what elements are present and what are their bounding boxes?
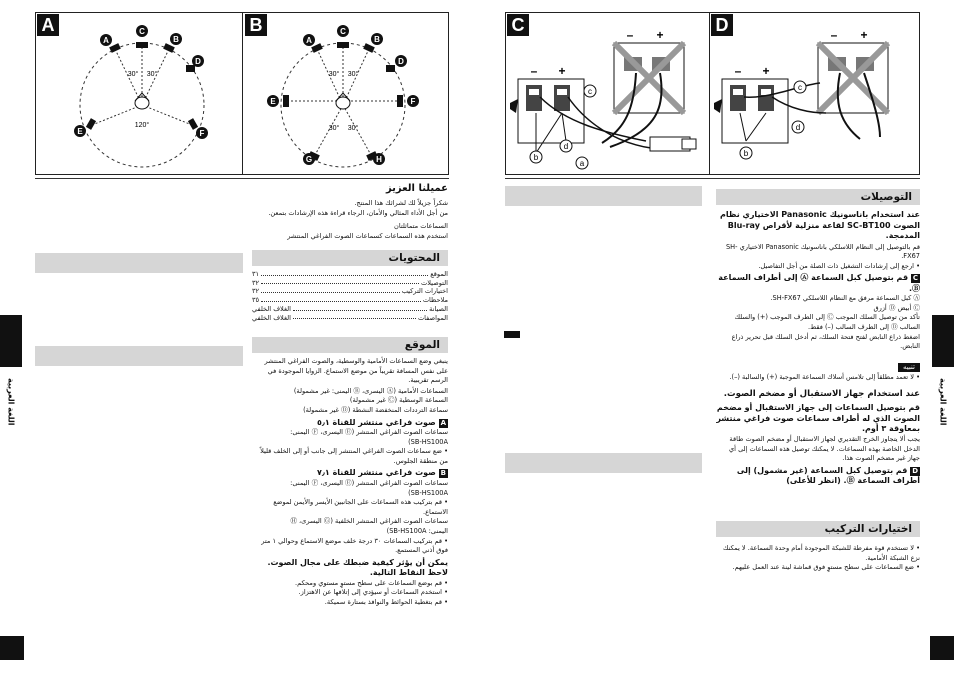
connections-paragraph-1: قم بالتوصيل إلى النظام اللاسلكي باناسونيك Panasonic الاختياري SH-FX67. bbox=[725, 242, 920, 261]
diagram-label: 30° bbox=[127, 71, 139, 78]
diagram-label: H bbox=[376, 155, 382, 164]
main-terminal bbox=[518, 79, 584, 143]
install-section bbox=[716, 544, 920, 573]
install-title-bar: اختيارات التركيب bbox=[716, 521, 920, 537]
placement-legend-2: السماعة الوسطية (Ⓒ غير مشمولة) bbox=[349, 396, 448, 405]
right-spacer-bar-1 bbox=[505, 186, 702, 206]
placement-b-line-1: سماعات الصوت الفراغي المنتشر (Ⓔ اليسرى، Ⓕ اليمنى: bbox=[290, 478, 448, 487]
intro-line-2: من أجل الأداء المثالي والأمان، الرجاء قراءة هذه الإرشادات بتمعن. bbox=[268, 208, 448, 217]
placement-a-heading: A صوت فراغي منتشر للقناة ٥٫١ bbox=[316, 417, 446, 427]
connections-heading-1: عند استخدام باناسونيك Panasonic الاختياري نظام الصوت SC-BT100 لقاعة منزلية لأقراص Blu-ray المدمجة. bbox=[720, 210, 920, 240]
right-side-tab bbox=[932, 315, 954, 367]
caution-text: • لا تعمد مطلقاً إلى تلامس أسلاك السماعة الموجبة (+) والسالبة (–). bbox=[729, 372, 920, 381]
diagram-label: 30° bbox=[347, 125, 359, 132]
diagram-label: b bbox=[533, 153, 539, 162]
diagram-label: a bbox=[579, 159, 585, 168]
toc-row[interactable]: التوصيلات ٣٢ bbox=[252, 278, 448, 287]
intro-heading: عميلنا العزيز bbox=[385, 183, 448, 194]
diagram-tag-c: C bbox=[507, 14, 529, 36]
right-corner-mark bbox=[930, 636, 954, 660]
connections-c-line-3: تأكد من توصيل السلك الموجب Ⓒ إلى الطرف الموجب (+) والسلك السالب Ⓓ إلى الطرف السالب (–) فقط. bbox=[734, 313, 920, 332]
diagram-label: b bbox=[743, 149, 749, 158]
diagram-label: B bbox=[173, 35, 179, 44]
connections-bullet-1: • ارجع إلى إرشادات التشغيل ذات الصلة من أجل التفاصيل. bbox=[758, 261, 920, 270]
diagram-label: E bbox=[270, 97, 276, 106]
black-marker bbox=[504, 331, 520, 338]
connections-c-line-1: Ⓐ كبل السماعة مرفق مع النظام اللاسلكي SH-FX67. bbox=[770, 294, 920, 303]
intro-line-4: استخدم هذه السماعات كسماعات الصوت الفراغي المنتشر bbox=[287, 231, 448, 240]
diagram-label: E bbox=[77, 127, 83, 136]
diagram-c-speaker-terminals bbox=[506, 13, 709, 174]
main-terminal bbox=[722, 79, 788, 143]
diagram-label: 30° bbox=[347, 71, 359, 78]
diagram-label: F bbox=[410, 97, 416, 106]
diagram-label: + bbox=[656, 28, 664, 42]
placement-legend-1: السماعات الأمامية (Ⓐ اليسرى، Ⓑ اليمنى: غير مشمولة) bbox=[293, 386, 448, 395]
placement-b-line-2: SB-HS100A) bbox=[408, 488, 448, 497]
crossed-out-terminal bbox=[818, 43, 888, 113]
diagram-label: 30° bbox=[328, 125, 340, 132]
install-bullet: • ضع السماعات على سطح مستوٍ فوق قماشة لينة عند العمل عليهم. bbox=[732, 563, 920, 572]
diagram-label: – bbox=[830, 28, 838, 42]
diagram-label: + bbox=[860, 28, 868, 42]
diagram-label: A bbox=[103, 36, 109, 45]
placement-warning-bullet: • استخدم السماعات أو سيؤدي إلى إتلافها عن الاهتزاز. bbox=[298, 588, 448, 597]
connections-c-line-2: Ⓒ أبيض Ⓓ أزرق bbox=[873, 303, 920, 312]
diagram-d-speaker-terminals bbox=[710, 13, 919, 174]
diagram-label: 120° bbox=[134, 122, 150, 129]
placement-paragraph: ينبغي وضع السماعات الأمامية والوسطية، والصوت الفراغي المنتشر على نفس المسافة تقريباً من موضع الاستماع. الزوايا الموجودة في الرسم تقريبية. bbox=[264, 357, 448, 385]
placement-title-bar: الموقع bbox=[252, 337, 448, 353]
placement-legend-3: سماعة الترددات المنخفضة النشطة (Ⓓ غير مشمولة) bbox=[303, 405, 448, 414]
diagram-label: + bbox=[558, 64, 566, 78]
left-side-tab bbox=[0, 315, 22, 367]
diagram-label: d bbox=[563, 142, 569, 151]
diagram-label: – bbox=[734, 64, 742, 78]
left-spacer-bar-2 bbox=[35, 346, 243, 366]
placement-b-heading: B صوت فراغي منتشر للقناة ٧٫١ bbox=[317, 468, 446, 478]
toc-row[interactable]: اختيارات التركيب ٣٢ bbox=[252, 287, 448, 296]
connections-step-c: C قم بتوصيل كبل السماعة Ⓐ إلى أطراف السماعة Ⓑ. bbox=[718, 273, 920, 293]
connections-paragraph-3: يجب ألا يتجاوز الخرج التقديري لجهاز الاستقبال أو مضخم الصوت طاقة الدخل الخاصة بهذه السماعات. لا يمكنك توصيل هذه السماعات إلى أي جهاز غير مضخم الصوت هذا. bbox=[729, 434, 920, 463]
left-spacer-bar-1 bbox=[35, 253, 243, 273]
placement-b-line-3: سماعات الصوت الفراغي المنتشر الخلفية (Ⓖ اليسرى، Ⓗ bbox=[290, 517, 448, 526]
intro-line-3: السماعات متماثلتان bbox=[394, 222, 448, 231]
diagram-label: 30° bbox=[328, 71, 340, 78]
left-side-label: اللغة العربية bbox=[6, 378, 16, 426]
diagram-label: A bbox=[306, 36, 312, 45]
toc-row[interactable]: الصيانة الغلاف الخلفي bbox=[252, 304, 448, 313]
right-hr bbox=[505, 178, 920, 179]
placement-warning-bullet: • قم بوضع السماعات على سطح مستوٍ مستوي ومحكم. bbox=[295, 578, 448, 587]
diagram-label: C bbox=[340, 27, 346, 36]
diagram-tag-b: B bbox=[245, 14, 267, 36]
placement-b-bullet-1: • قم بتركيب هذه السماعات على الجانبين الأيسر والأيمن لموضع الاستماع. bbox=[273, 498, 448, 516]
toc-list bbox=[252, 270, 448, 322]
placement-a-line-1: سماعات الصوت الفراغي المنتشر (Ⓔ اليسرى، Ⓕ اليمنى: bbox=[290, 428, 448, 437]
diagram-b-speaker-layout bbox=[243, 13, 449, 174]
placement-a-bullet: • ضع سماعات الصوت الفراغي المنتشر إلى جانب أو إلى الخلف قليلاً من منطقة الجلوس. bbox=[260, 447, 448, 465]
connections-c-line-4: اضغط ذراع النابض لفتح فتحة السلك، ثم أدخل السلك قبل تحرير ذراع النابض. bbox=[731, 332, 920, 351]
toc-row[interactable]: ملاحظات ٣٥ bbox=[252, 296, 448, 305]
diagram-label: – bbox=[626, 28, 634, 42]
connections-heading-2: عند استخدام جهاز الاستقبال أو مضخم الصوت. bbox=[723, 389, 920, 400]
intro-section bbox=[252, 182, 448, 241]
diagram-label: 30° bbox=[146, 71, 158, 78]
toc-title-bar: المحتويات bbox=[252, 250, 448, 266]
placement-warning-heading: يمكن أن يؤثر كيفية ضبطك على مجال الصوت. لاحظ النقاط التالية. bbox=[267, 557, 448, 578]
diagram-tag-d: D bbox=[711, 14, 733, 36]
diagram-label: + bbox=[762, 64, 770, 78]
diagram-label: – bbox=[530, 64, 538, 78]
diagram-label: c bbox=[798, 83, 802, 92]
caution-badge: تنبيه bbox=[898, 363, 920, 372]
diagram-label: D bbox=[398, 57, 404, 66]
right-spacer-bar-2 bbox=[505, 453, 702, 473]
placement-a-line-2: SB-HS100A) bbox=[408, 437, 448, 446]
diagram-label: F bbox=[199, 129, 205, 138]
connections-section bbox=[716, 210, 920, 487]
placement-b-bullet-2: • قم بتركيب السماعات ٣٠ درجة خلف موضع الاستماع وحوالي ١ متر فوق أذني المستمع. bbox=[261, 536, 448, 555]
placement-b-line-4: اليمنى: SB-HS100A) bbox=[386, 526, 448, 535]
toc-row[interactable]: الموقع ٣١ bbox=[252, 270, 448, 278]
crossed-out-terminal bbox=[614, 43, 684, 113]
placement-section bbox=[252, 357, 448, 607]
diagram-label: c bbox=[588, 87, 592, 96]
diagram-a-speaker-layout bbox=[36, 13, 242, 174]
connections-title-bar: التوصيلات bbox=[716, 189, 920, 205]
connections-heading-3: قم بتوصيل السماعات إلى جهاز الاستقبال أو مضخم الصوت الذي له أطراف سماعات صوت فراغي منتشر بمعاوقة ٣ أوم. bbox=[716, 403, 920, 434]
diagram-label: d bbox=[795, 123, 801, 132]
left-corner-mark bbox=[0, 636, 24, 660]
intro-line-1: شكراً جزيلاً لك لشرائك هذا المنتج. bbox=[354, 199, 448, 207]
placement-warning-bullet: • قم بتغطية الحوائط والنوافذ بستارة سميكة. bbox=[324, 597, 448, 606]
diagram-label: G bbox=[305, 155, 313, 164]
diagram-label: D bbox=[195, 57, 201, 66]
diagram-label: B bbox=[374, 35, 380, 44]
right-side-label: اللغة العربية bbox=[938, 378, 948, 426]
left-hr bbox=[35, 178, 449, 179]
toc-row[interactable]: المواصفات الغلاف الخلفي bbox=[252, 313, 448, 322]
diagram-tag-a: A bbox=[37, 14, 59, 36]
diagram-label: C bbox=[139, 27, 145, 36]
connections-step-d: D قم بتوصيل كبل السماعة (غير مشمول) إلى أطراف السماعة Ⓑ. (انظر للأعلى) bbox=[736, 465, 920, 486]
install-bullet: • لا تستخدم قوة مفرطة للشبكة الموجودة أمام وحدة السماعة. لا يمكنك نزع الشبكة الأمامية. bbox=[722, 544, 920, 562]
